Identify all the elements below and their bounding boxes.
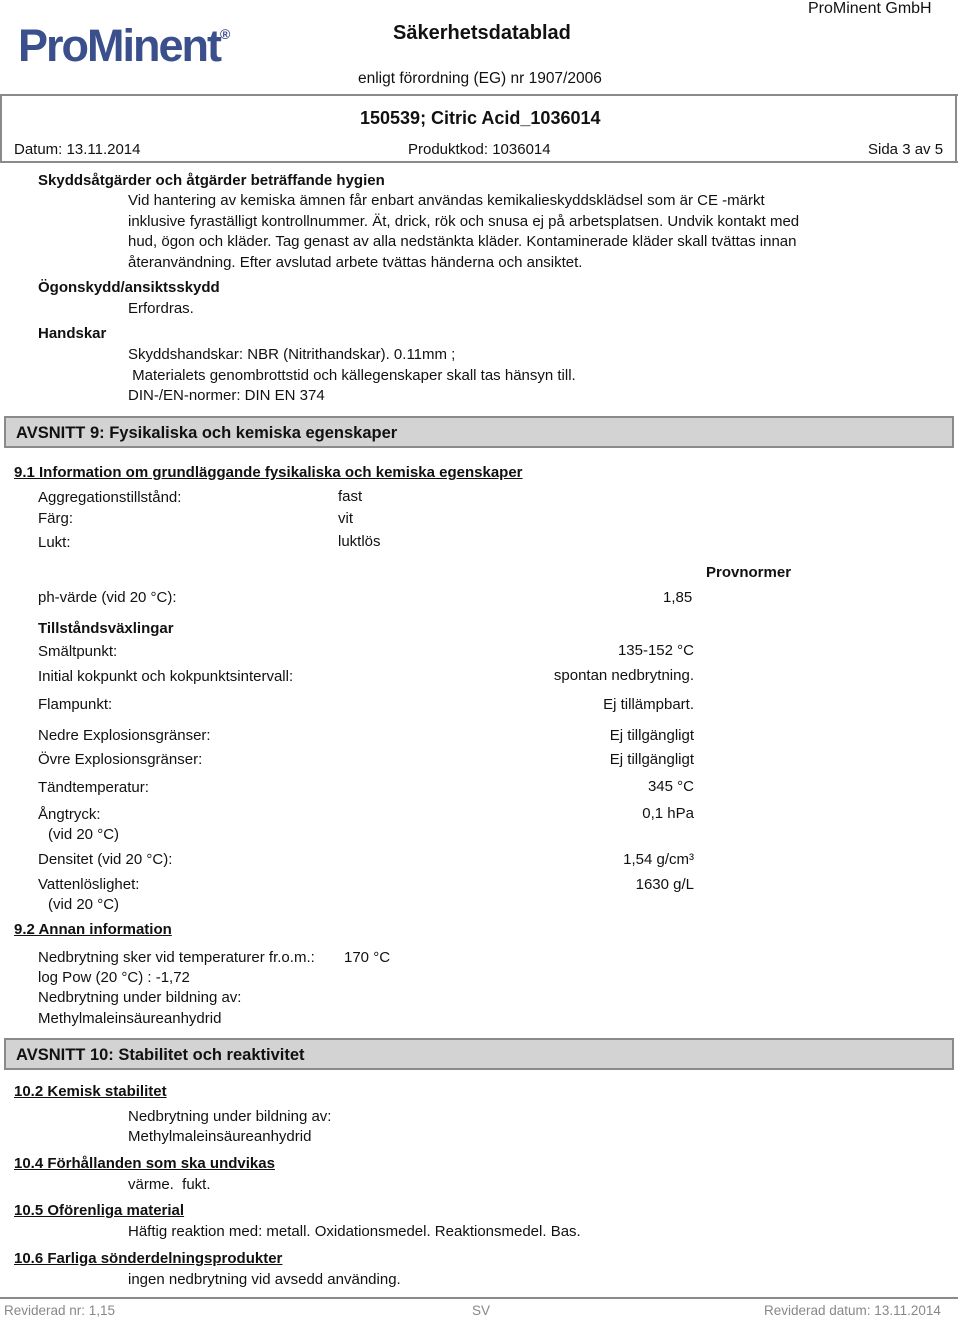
- property-value: 0,1 hPa: [642, 805, 694, 822]
- property-value: 1630 g/L: [635, 876, 694, 893]
- hygiene-line: återanvändning. Efter avslutad arbete tvättas händerna och ansiktet.: [128, 254, 583, 271]
- subsection-10-5-heading: 10.5 Oförenliga material: [14, 1202, 185, 1219]
- hygiene-heading: Skyddsåtgärder och åtgärder beträffande hygien: [38, 172, 385, 189]
- property-value: Ej tillgängligt: [609, 751, 694, 768]
- page-number: Sida 3 av 5: [868, 141, 944, 158]
- property-label: Nedre Explosionsgränser:: [38, 727, 211, 744]
- property-value: 345 °C: [647, 778, 694, 795]
- footer-rule: [0, 1297, 958, 1299]
- stability-line: Nedbrytning under bildning av:: [128, 1108, 332, 1125]
- property-label: Aggregationstillstånd:: [38, 489, 182, 506]
- property-value: 135-152 °C: [617, 642, 694, 659]
- subsection-10-2-heading: 10.2 Kemisk stabilitet: [14, 1083, 167, 1100]
- log-pow: log Pow (20 °C) : -1,72: [38, 969, 190, 986]
- company-name: ProMinent GmbH: [808, 0, 932, 17]
- subsection-9-1-heading: 9.1 Information om grundläggande fysikaliska och kemiska egenskaper: [14, 464, 523, 481]
- gloves-line: Skyddshandskar: NBR (Nitrithandskar). 0.11mm ;: [128, 346, 456, 363]
- eye-protection-text: Erfordras.: [128, 300, 194, 317]
- decomposition-label: Nedbrytning sker vid temperaturer fr.o.m.:: [38, 949, 315, 966]
- property-label: Flampunkt:: [38, 696, 113, 713]
- header-rule-bottom: [0, 161, 958, 163]
- eye-protection-heading: Ögonskydd/ansiktsskydd: [38, 279, 220, 296]
- test-norms-heading: Provnormer: [706, 564, 792, 581]
- section-10-bar: [4, 1038, 954, 1070]
- incompatible-text: Häftig reaktion med: metall. Oxidationsmedel. Reaktionsmedel. Bas.: [128, 1223, 581, 1240]
- subsection-9-2-heading: 9.2 Annan information: [14, 921, 172, 938]
- regulation-text: enligt förordning (EG) nr 1907/2006: [358, 70, 602, 87]
- property-label: (vid 20 °C): [48, 896, 120, 913]
- decomposition-product: Methylmaleinsäureanhydrid: [38, 1010, 222, 1027]
- property-label: Lukt:: [38, 534, 71, 551]
- gloves-line: DIN-/EN-normer: DIN EN 374: [128, 387, 325, 404]
- property-label: Densitet (vid 20 °C):: [38, 851, 173, 868]
- company-logo: ProMinent®: [18, 20, 231, 71]
- property-label: Vattenlöslighet:: [38, 876, 140, 893]
- decomposition-forming: Nedbrytning under bildning av:: [38, 989, 242, 1006]
- conditions-text: värme. fukt.: [128, 1176, 211, 1193]
- section-10-title: AVSNITT 10: Stabilitet och reaktivitet: [16, 1046, 305, 1064]
- subsection-10-6-heading: 10.6 Farliga sönderdelningsprodukter: [14, 1250, 283, 1267]
- document-title: Säkerhetsdatablad: [393, 22, 571, 44]
- header-border-left: [0, 94, 2, 161]
- stability-line: Methylmaleinsäureanhydrid: [128, 1128, 312, 1145]
- gloves-line: Materialets genombrottstid och källegenskaper skall tas hänsyn till.: [128, 367, 576, 384]
- property-value: luktlös: [338, 533, 381, 550]
- revision-number: Reviderad nr: 1,15: [4, 1303, 116, 1318]
- hygiene-line: hud, ögon och kläder. Tag genast av alla nedstänkta kläder. Kontaminerade kläder skall tvättas innan: [128, 233, 797, 250]
- transitions-heading: Tillståndsväxlingar: [38, 620, 174, 637]
- document-date: Datum: 13.11.2014: [14, 141, 141, 158]
- property-label: Smältpunkt:: [38, 643, 118, 660]
- property-value: Ej tillgängligt: [609, 727, 694, 744]
- header-rule-top: [0, 94, 958, 96]
- property-label: Ångtryck:: [38, 806, 101, 823]
- hygiene-line: inklusive fyraställigt kontrollnummer. Ät, drick, rök och snusa ej på arbetsplatsen. Undvik kontakt med: [128, 213, 800, 230]
- property-label: Initial kokpunkt och kokpunktsintervall:: [38, 668, 294, 685]
- property-label: Färg:: [38, 510, 74, 527]
- property-label: Övre Explosionsgränser:: [38, 751, 203, 768]
- property-value: Ej tillämpbart.: [603, 696, 694, 713]
- ph-value: 1,85: [663, 589, 693, 606]
- revision-date: Reviderad datum: 13.11.2014: [764, 1303, 941, 1318]
- property-value: vit: [338, 510, 353, 527]
- section-9-title: AVSNITT 9: Fysikaliska och kemiska egenskaper: [16, 424, 398, 442]
- property-label: Tändtemperatur:: [38, 779, 149, 796]
- header-border-right: [955, 94, 957, 161]
- subsection-10-4-heading: 10.4 Förhållanden som ska undvikas: [14, 1155, 275, 1172]
- section-9-bar: [4, 416, 954, 448]
- product-title: 150539; Citric Acid_1036014: [360, 108, 601, 128]
- gloves-heading: Handskar: [38, 325, 107, 342]
- ph-label: ph-värde (vid 20 °C):: [38, 589, 177, 606]
- property-label: (vid 20 °C): [48, 826, 120, 843]
- language-code: SV: [472, 1303, 491, 1318]
- product-code: Produktkod: 1036014: [408, 141, 551, 158]
- property-value: 1,54 g/cm³: [623, 851, 694, 868]
- property-value: spontan nedbrytning.: [553, 667, 694, 684]
- decomposition-value: 170 °C: [344, 949, 391, 966]
- decomposition-products-text: ingen nedbrytning vid avsedd använding.: [128, 1271, 401, 1288]
- hygiene-line: Vid hantering av kemiska ämnen får enbart användas kemikalieskyddsklädsel som är CE -märkt: [128, 192, 765, 209]
- property-value: fast: [338, 488, 363, 505]
